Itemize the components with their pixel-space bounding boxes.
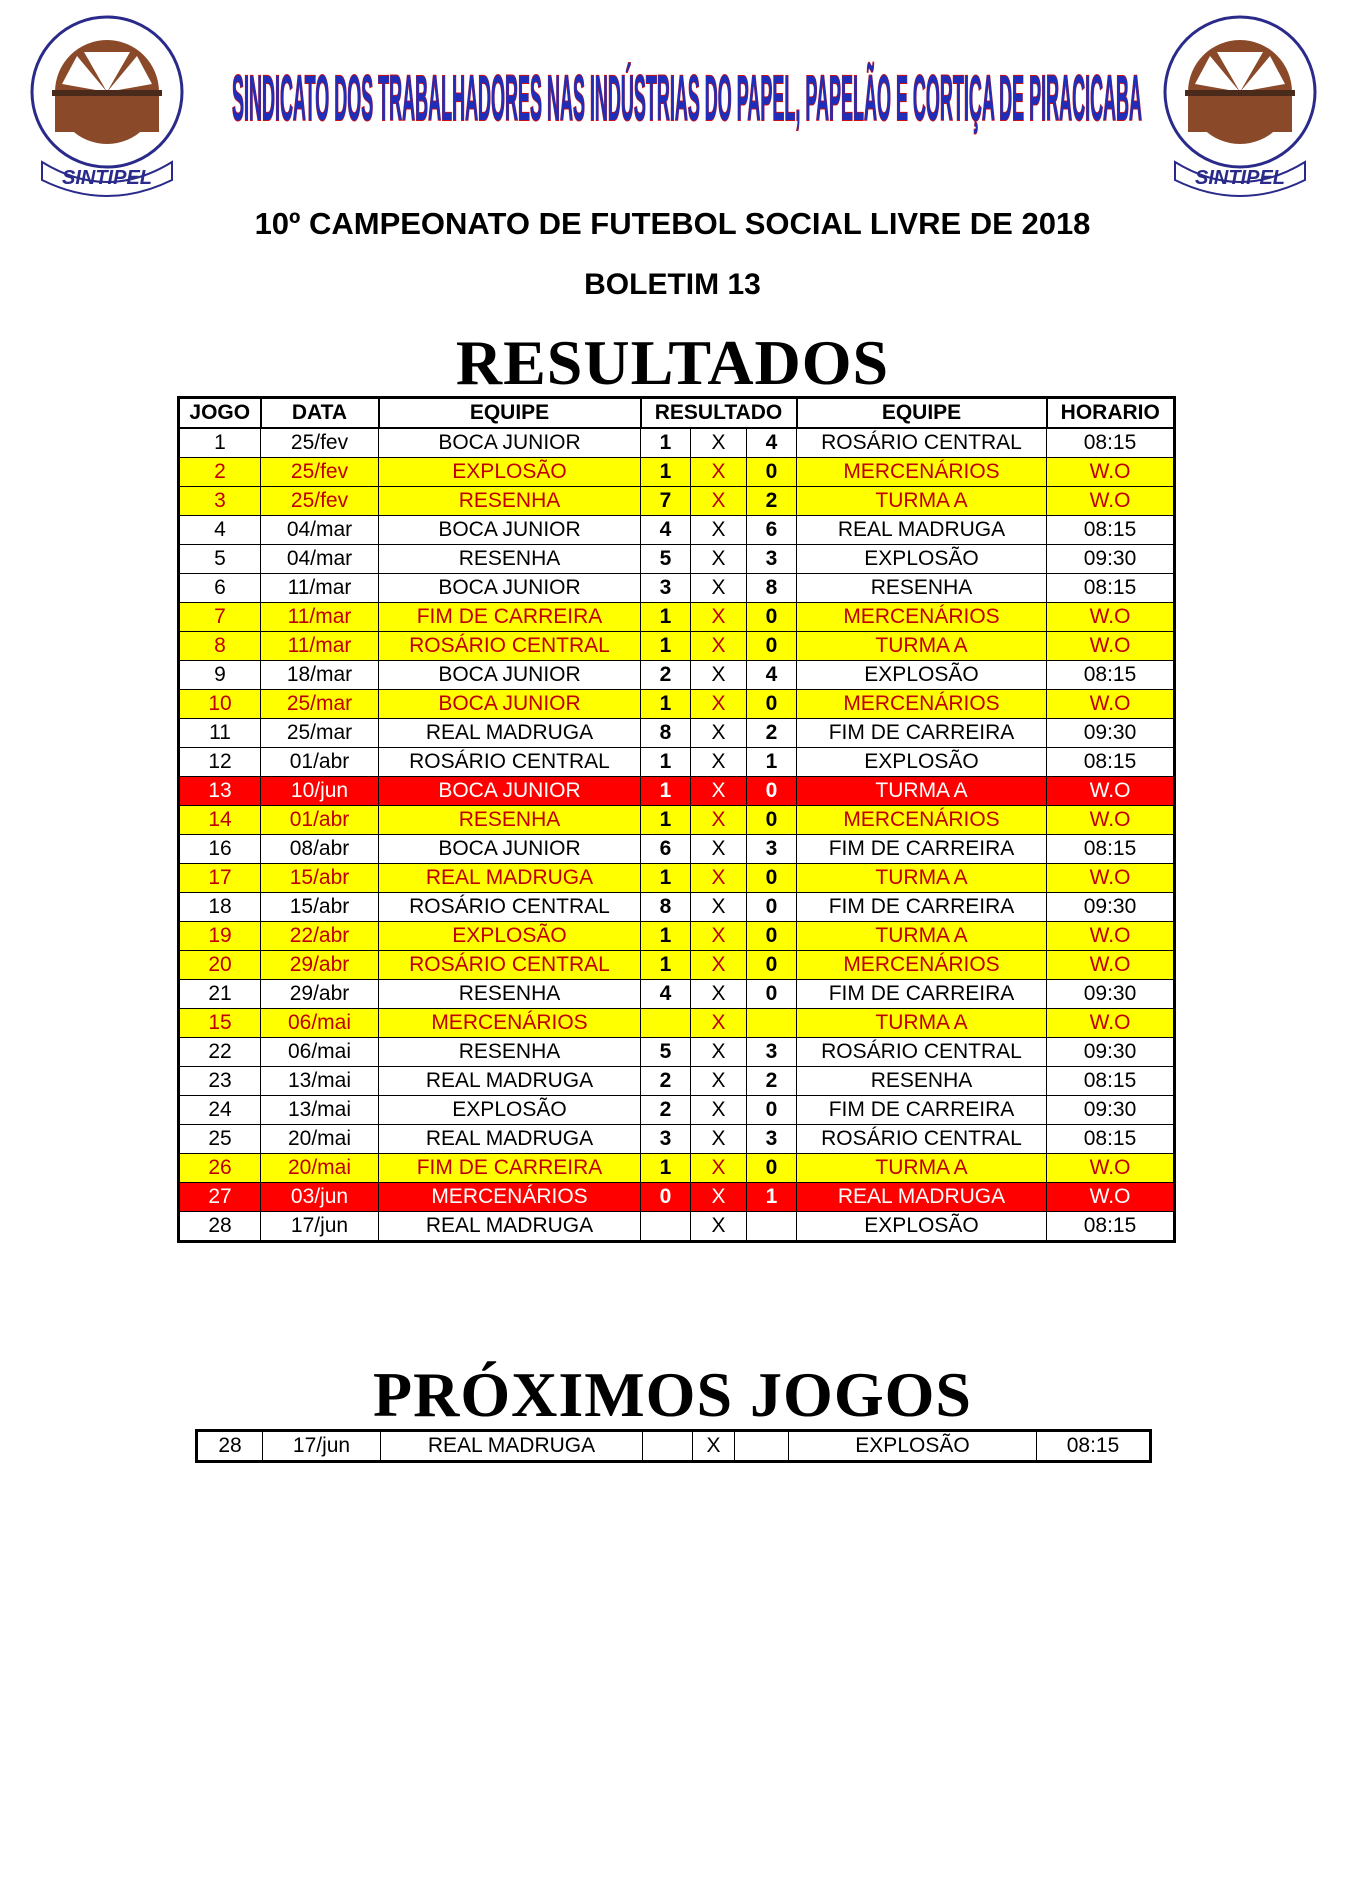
date-cell: 11/mar [261,603,379,632]
versus-cell: X [691,690,747,719]
versus-cell: X [691,922,747,951]
table-row [179,632,1175,661]
jogo-cell: 27 [179,1183,261,1212]
away-team-cell: RESENHA [797,1067,1047,1096]
versus-cell: X [691,1096,747,1125]
away-team-cell: MERCENÁRIOS [797,603,1047,632]
home-team-cell: BOCA JUNIOR [379,661,641,690]
away-score-cell: 2 [747,487,797,516]
versus-cell: X [691,487,747,516]
time-cell: 09:30 [1047,1096,1175,1125]
table-row [179,603,1175,632]
away-score-cell: 8 [747,574,797,603]
date-cell: 01/abr [261,748,379,777]
away-score-cell: 4 [747,661,797,690]
home-score-cell: 1 [641,922,691,951]
table-row [179,545,1175,574]
away-team-cell: FIM DE CARREIRA [797,893,1047,922]
col-header-resultado: RESULTADO [641,398,797,429]
table-row [179,690,1175,719]
away-score-cell: 2 [747,1067,797,1096]
away-score-cell [735,1431,789,1462]
jogo-cell: 16 [179,835,261,864]
away-team-cell: TURMA A [797,632,1047,661]
home-score-cell [641,1009,691,1038]
home-score-cell: 5 [641,545,691,574]
table-row [179,1096,1175,1125]
home-team-cell: BOCA JUNIOR [379,428,641,458]
jogo-cell: 25 [179,1125,261,1154]
jogo-cell: 21 [179,980,261,1009]
time-cell: W.O [1047,487,1175,516]
col-header-away-team: EQUIPE [797,398,1047,429]
versus-cell: X [691,806,747,835]
versus-cell: X [691,632,747,661]
col-header-horario: HORARIO [1047,398,1175,429]
date-cell: 25/fev [261,458,379,487]
away-score-cell: 3 [747,1038,797,1067]
table-row [179,1154,1175,1183]
table-row [179,893,1175,922]
table-row [179,951,1175,980]
next-games-body [197,1431,1151,1462]
sintipel-logo-right [1155,12,1325,202]
home-team-cell: ROSÁRIO CENTRAL [379,748,641,777]
home-team-cell: REAL MADRUGA [379,719,641,748]
versus-cell: X [691,1125,747,1154]
away-team-cell: TURMA A [797,487,1047,516]
away-score-cell: 0 [747,603,797,632]
time-cell: W.O [1047,690,1175,719]
away-team-cell: MERCENÁRIOS [797,690,1047,719]
away-team-cell: MERCENÁRIOS [797,458,1047,487]
table-row [179,835,1175,864]
table-row [179,980,1175,1009]
time-cell: W.O [1047,603,1175,632]
col-header-jogo: JOGO [179,398,261,429]
table-row [179,1038,1175,1067]
home-score-cell: 1 [641,864,691,893]
home-team-cell: ROSÁRIO CENTRAL [379,632,641,661]
date-cell: 18/mar [261,661,379,690]
home-team-cell: RESENHA [379,487,641,516]
home-team-cell: BOCA JUNIOR [379,574,641,603]
home-score-cell: 1 [641,1154,691,1183]
gear-logo-icon [1155,12,1325,202]
home-score-cell: 5 [641,1038,691,1067]
versus-cell: X [691,777,747,806]
home-team-cell: ROSÁRIO CENTRAL [379,951,641,980]
col-header-home-team: EQUIPE [379,398,641,429]
away-score-cell: 0 [747,1154,797,1183]
home-score-cell: 1 [641,428,691,458]
time-cell: W.O [1047,1154,1175,1183]
bulletin-number: BOLETIM 13 [584,268,761,301]
jogo-cell: 5 [179,545,261,574]
home-score-cell: 2 [641,1067,691,1096]
home-team-cell: BOCA JUNIOR [379,690,641,719]
away-score-cell: 2 [747,719,797,748]
time-cell: W.O [1047,864,1175,893]
home-team-cell: REAL MADRUGA [379,1212,641,1242]
table-row [197,1431,1151,1462]
versus-cell: X [691,1009,747,1038]
home-team-cell: BOCA JUNIOR [379,835,641,864]
versus-cell: X [691,545,747,574]
home-team-cell: EXPLOSÃO [379,458,641,487]
time-cell: 08:15 [1047,748,1175,777]
versus-cell: X [691,1067,747,1096]
home-team-cell: EXPLOSÃO [379,1096,641,1125]
away-team-cell: FIM DE CARREIRA [797,719,1047,748]
jogo-cell: 22 [179,1038,261,1067]
away-score-cell: 1 [747,1183,797,1212]
time-cell: 08:15 [1047,661,1175,690]
away-score-cell [747,1009,797,1038]
jogo-cell: 12 [179,748,261,777]
date-cell: 01/abr [261,806,379,835]
date-cell: 11/mar [261,632,379,661]
away-score-cell: 0 [747,864,797,893]
away-score-cell: 3 [747,545,797,574]
away-team-cell: FIM DE CARREIRA [797,1096,1047,1125]
next-games-heading: PRÓXIMOS JOGOS [373,1359,972,1430]
time-cell: 09:30 [1047,980,1175,1009]
away-team-cell: EXPLOSÃO [797,661,1047,690]
away-team-cell: REAL MADRUGA [797,516,1047,545]
away-team-cell: ROSÁRIO CENTRAL [797,428,1047,458]
time-cell: W.O [1047,1009,1175,1038]
home-score-cell: 3 [641,1125,691,1154]
date-cell: 08/abr [261,835,379,864]
versus-cell: X [691,661,747,690]
home-score-cell: 1 [641,951,691,980]
date-cell: 11/mar [261,574,379,603]
jogo-cell: 9 [179,661,261,690]
away-score-cell: 3 [747,835,797,864]
jogo-cell: 26 [179,1154,261,1183]
jogo-cell: 11 [179,719,261,748]
date-cell: 25/fev [261,487,379,516]
home-team-cell: MERCENÁRIOS [379,1009,641,1038]
table-row [179,719,1175,748]
date-cell: 25/mar [261,719,379,748]
time-cell: W.O [1047,632,1175,661]
away-team-cell: MERCENÁRIOS [797,951,1047,980]
home-score-cell: 8 [641,719,691,748]
home-score-cell: 0 [641,1183,691,1212]
table-row [179,487,1175,516]
time-cell: W.O [1047,458,1175,487]
time-cell: W.O [1047,777,1175,806]
away-score-cell: 0 [747,951,797,980]
col-header-data: DATA [261,398,379,429]
away-team-cell: EXPLOSÃO [797,748,1047,777]
table-row [179,661,1175,690]
home-score-cell: 1 [641,748,691,777]
jogo-cell: 18 [179,893,261,922]
date-cell: 20/mai [261,1154,379,1183]
away-team-cell: TURMA A [797,777,1047,806]
time-cell: 08:15 [1047,1067,1175,1096]
away-score-cell: 6 [747,516,797,545]
home-team-cell: MERCENÁRIOS [379,1183,641,1212]
jogo-cell: 23 [179,1067,261,1096]
away-score-cell: 0 [747,893,797,922]
versus-cell: X [691,516,747,545]
home-score-cell: 7 [641,487,691,516]
jogo-cell: 28 [197,1431,263,1462]
table-row [179,806,1175,835]
date-cell: 17/jun [261,1212,379,1242]
versus-cell: X [691,980,747,1009]
results-body [179,428,1175,1242]
date-cell: 29/abr [261,980,379,1009]
away-score-cell: 0 [747,1096,797,1125]
versus-cell: X [691,603,747,632]
jogo-cell: 24 [179,1096,261,1125]
versus-cell: X [693,1431,735,1462]
table-row [179,1125,1175,1154]
jogo-cell: 7 [179,603,261,632]
away-team-cell: MERCENÁRIOS [797,806,1047,835]
time-cell: W.O [1047,806,1175,835]
jogo-cell: 20 [179,951,261,980]
away-team-cell: TURMA A [797,922,1047,951]
championship-title: 10º CAMPEONATO DE FUTEBOL SOCIAL LIVRE DE 2018 [254,206,1091,241]
time-cell: W.O [1047,922,1175,951]
table-row [179,428,1175,458]
home-score-cell: 1 [641,632,691,661]
date-cell: 04/mar [261,516,379,545]
home-team-cell: RESENHA [379,806,641,835]
date-cell: 13/mai [261,1096,379,1125]
jogo-cell: 2 [179,458,261,487]
away-score-cell: 0 [747,806,797,835]
jogo-cell: 6 [179,574,261,603]
versus-cell: X [691,1038,747,1067]
table-row [179,864,1175,893]
home-team-cell: RESENHA [379,980,641,1009]
union-banner [222,32,1152,154]
home-score-cell [643,1431,693,1462]
away-score-cell: 0 [747,922,797,951]
date-cell: 15/abr [261,864,379,893]
results-header-row [179,398,1175,429]
home-score-cell: 1 [641,690,691,719]
date-cell: 29/abr [261,951,379,980]
versus-cell: X [691,428,747,458]
away-score-cell: 0 [747,632,797,661]
table-row [179,1067,1175,1096]
away-team-cell: FIM DE CARREIRA [797,835,1047,864]
home-score-cell: 1 [641,458,691,487]
away-team-cell: TURMA A [797,1009,1047,1038]
next-games-table [195,1429,1152,1463]
time-cell: 08:15 [1037,1431,1151,1462]
versus-cell: X [691,835,747,864]
table-row [179,574,1175,603]
date-cell: 13/mai [261,1067,379,1096]
versus-cell: X [691,893,747,922]
time-cell: 09:30 [1047,1038,1175,1067]
jogo-cell: 3 [179,487,261,516]
table-row [179,1183,1175,1212]
time-cell: W.O [1047,1183,1175,1212]
time-cell: 09:30 [1047,545,1175,574]
jogo-cell: 1 [179,428,261,458]
sintipel-logo-left [22,12,192,202]
jogo-cell: 8 [179,632,261,661]
versus-cell: X [691,574,747,603]
jogo-cell: 4 [179,516,261,545]
date-cell: 17/jun [263,1431,381,1462]
banner-text: SINDICATO DOS TRABALHADORES NAS INDÚSTRIAS DO PAPEL, PAPELÃO E CORTIÇA DE PIRACICABA [232,62,1142,134]
away-team-cell: EXPLOSÃO [797,545,1047,574]
versus-cell: X [691,719,747,748]
versus-cell: X [691,951,747,980]
jogo-cell: 19 [179,922,261,951]
table-row [179,1009,1175,1038]
home-team-cell: RESENHA [379,1038,641,1067]
home-team-cell: FIM DE CARREIRA [379,603,641,632]
versus-cell: X [691,748,747,777]
away-score-cell: 0 [747,777,797,806]
table-row [179,748,1175,777]
results-heading: RESULTADOS [455,327,890,398]
home-score-cell: 4 [641,516,691,545]
time-cell: 09:30 [1047,893,1175,922]
home-score-cell [641,1212,691,1242]
jogo-cell: 15 [179,1009,261,1038]
home-team-cell: ROSÁRIO CENTRAL [379,893,641,922]
date-cell: 20/mai [261,1125,379,1154]
home-team-cell: BOCA JUNIOR [379,516,641,545]
table-row [179,458,1175,487]
versus-cell: X [691,1154,747,1183]
home-score-cell: 2 [641,1096,691,1125]
home-team-cell: RESENHA [379,545,641,574]
date-cell: 06/mai [261,1038,379,1067]
versus-cell: X [691,1212,747,1242]
away-team-cell: FIM DE CARREIRA [797,980,1047,1009]
date-cell: 06/mai [261,1009,379,1038]
date-cell: 04/mar [261,545,379,574]
date-cell: 10/jun [261,777,379,806]
away-team-cell: REAL MADRUGA [797,1183,1047,1212]
logo-label: SINTIPEL [1194,167,1286,189]
time-cell: 08:15 [1047,835,1175,864]
away-team-cell: ROSÁRIO CENTRAL [797,1125,1047,1154]
table-row [179,922,1175,951]
table-row [179,516,1175,545]
home-score-cell: 1 [641,806,691,835]
home-team-cell: REAL MADRUGA [379,1125,641,1154]
gear-logo-icon [22,12,192,202]
date-cell: 25/mar [261,690,379,719]
away-team-cell: TURMA A [797,864,1047,893]
away-score-cell: 3 [747,1125,797,1154]
jogo-cell: 28 [179,1212,261,1242]
home-team-cell: REAL MADRUGA [379,864,641,893]
versus-cell: X [691,1183,747,1212]
time-cell: W.O [1047,951,1175,980]
home-team-cell: EXPLOSÃO [379,922,641,951]
home-score-cell: 3 [641,574,691,603]
home-score-cell: 8 [641,893,691,922]
away-team-cell: EXPLOSÃO [789,1431,1037,1462]
home-team-cell: REAL MADRUGA [379,1067,641,1096]
time-cell: 09:30 [1047,719,1175,748]
time-cell: 08:15 [1047,428,1175,458]
jogo-cell: 17 [179,864,261,893]
jogo-cell: 10 [179,690,261,719]
versus-cell: X [691,864,747,893]
home-team-cell: BOCA JUNIOR [379,777,641,806]
time-cell: 08:15 [1047,516,1175,545]
away-team-cell: EXPLOSÃO [797,1212,1047,1242]
home-score-cell: 6 [641,835,691,864]
versus-cell: X [691,458,747,487]
jogo-cell: 13 [179,777,261,806]
date-cell: 25/fev [261,428,379,458]
away-score-cell: 0 [747,980,797,1009]
away-score-cell: 1 [747,748,797,777]
results-table [177,396,1176,1243]
away-score-cell: 0 [747,458,797,487]
home-score-cell: 1 [641,603,691,632]
away-team-cell: ROSÁRIO CENTRAL [797,1038,1047,1067]
date-cell: 22/abr [261,922,379,951]
away-score-cell [747,1212,797,1242]
away-score-cell: 4 [747,428,797,458]
time-cell: 08:15 [1047,574,1175,603]
home-score-cell: 2 [641,661,691,690]
logo-label: SINTIPEL [61,167,153,189]
home-score-cell: 4 [641,980,691,1009]
table-row [179,1212,1175,1242]
time-cell: 08:15 [1047,1212,1175,1242]
jogo-cell: 14 [179,806,261,835]
home-score-cell: 1 [641,777,691,806]
away-team-cell: TURMA A [797,1154,1047,1183]
home-team-cell: REAL MADRUGA [381,1431,643,1462]
time-cell: 08:15 [1047,1125,1175,1154]
table-row [179,777,1175,806]
date-cell: 15/abr [261,893,379,922]
away-score-cell: 0 [747,690,797,719]
away-team-cell: RESENHA [797,574,1047,603]
date-cell: 03/jun [261,1183,379,1212]
home-team-cell: FIM DE CARREIRA [379,1154,641,1183]
